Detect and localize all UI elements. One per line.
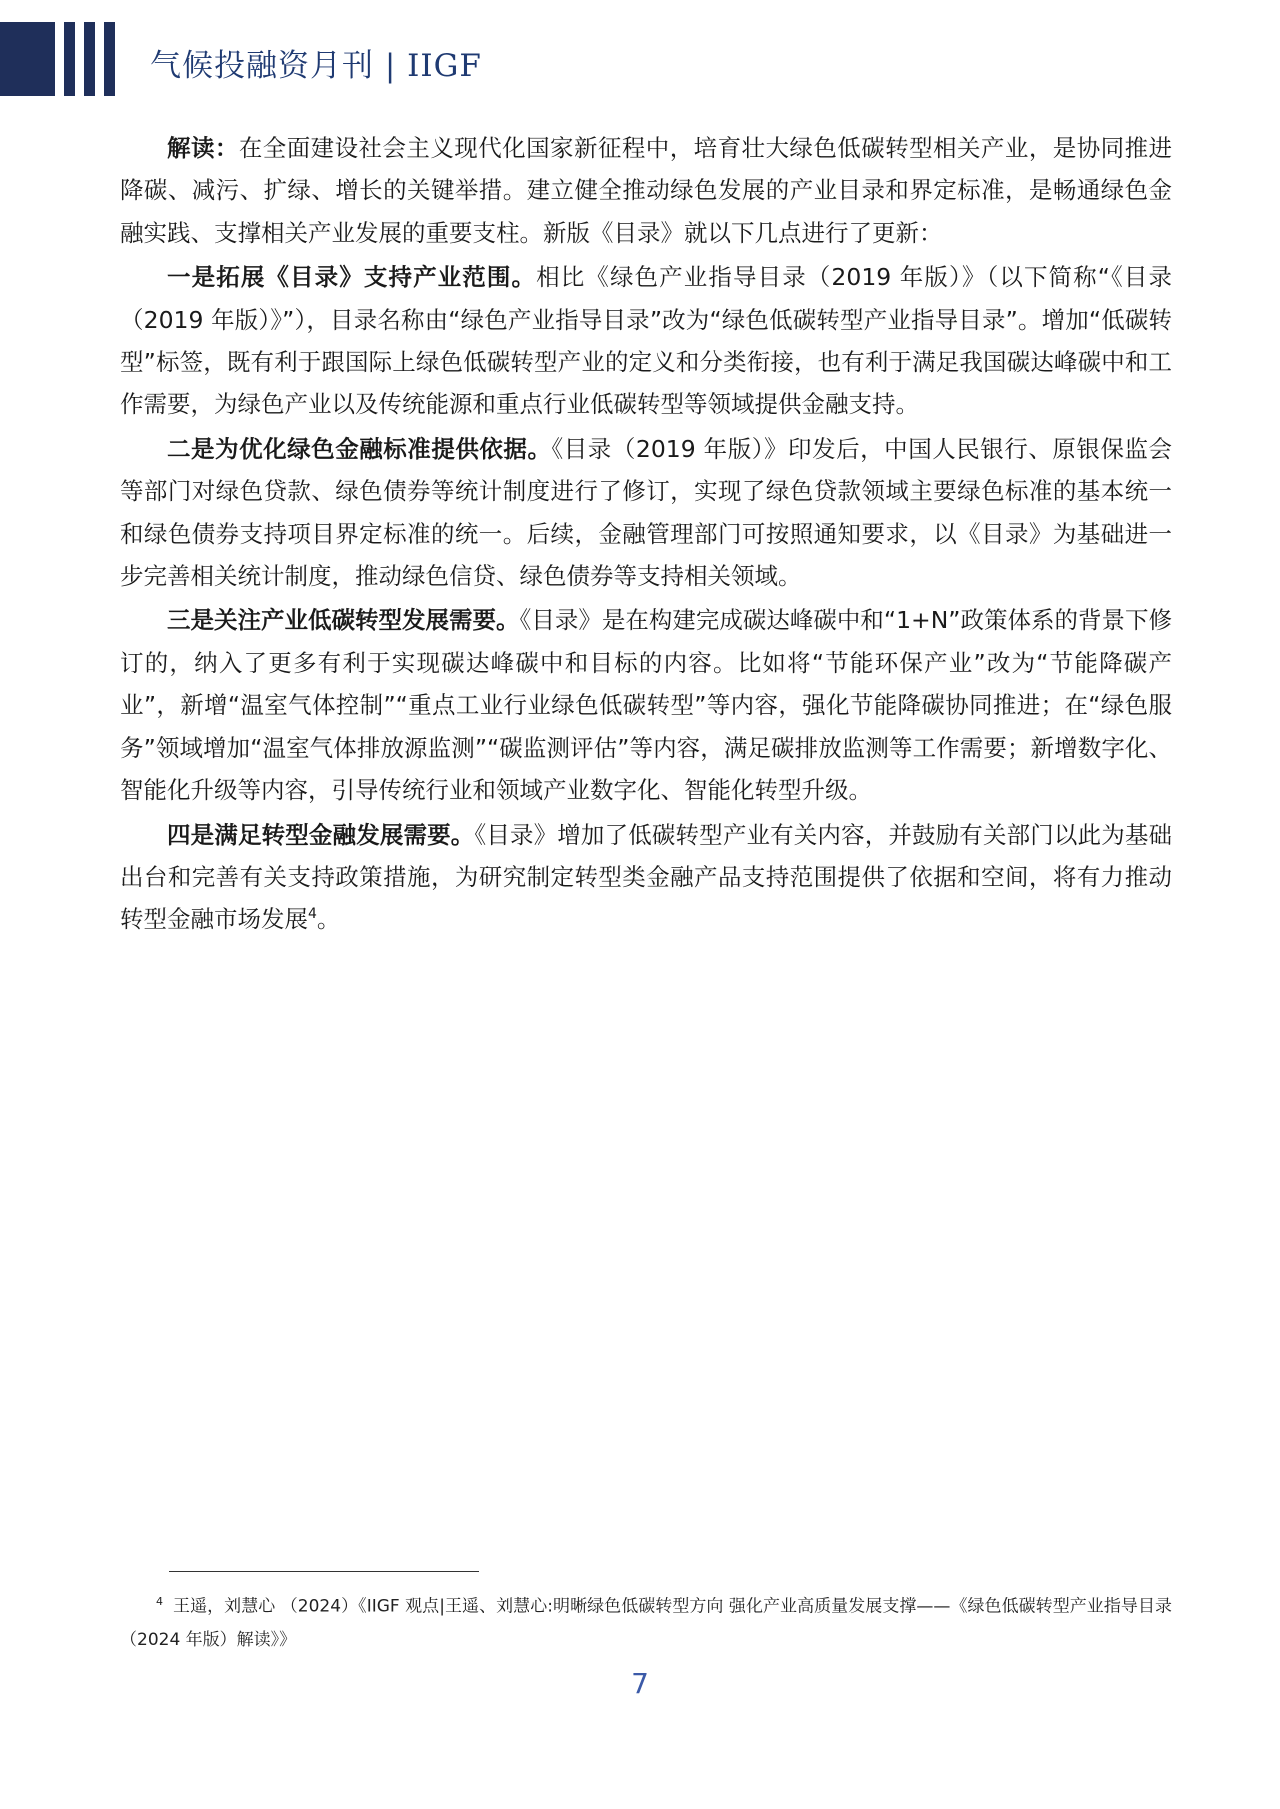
header-decoration-bar [84,22,95,96]
paragraph-lead: 一是拓展《目录》支持产业范围。 [167,263,537,292]
paragraph-point-1 [120,256,1172,426]
paragraph-text: 《目录（2019 年版）》印发后，中国人民银行、原银保监会等部门对绿色贷款、绿色债券等统计制度进行了修订，实现了绿色贷款领域主要绿色标准的基本统一和绿色债券支持项目界定标准的统一。后续，金融管理部门可按照通知要求，以《目录》为基础进一步完善相关统计制度，推动绿色信贷、绿色债券等支持相关领域。 [120,434,1173,591]
paragraph-point-2 [120,428,1172,598]
page-number: 7 [631,1667,649,1700]
paragraph-text: 在全面建设社会主义现代化国家新征程中，培育壮大绿色低碳转型相关产业，是协同推进降碳、减污、扩绿、增长的关键举措。建立健全推动绿色发展的产业目录和界定标准，是畅通绿色金融实践、支撑相关产业发展的重要支柱。新版《目录》就以下几点进行了更新： [120,134,1173,247]
footnote-number: 4 [156,1595,163,1608]
paragraph-text: 《目录》增加了低碳转型产业有关内容，并鼓励有关部门以此为基础出台和完善有关支持政策措施，为研究制定转型类金融产品支持范围提供了依据和空间，将有力推动转型金融市场发展 [120,820,1173,934]
paragraph-text: 相比《绿色产业指导目录（2019 年版）》（以下简称“《目录（2019 年版）》”），目录名称由“绿色产业指导目录”改为“绿色低碳转型产业指导目录”。增加“低碳转型”标签，既有利于跟国际上绿色低碳转型产业的定义和分类衔接，也有利于满足我国碳达峰碳中和工作需要，为绿色产业以及传统能源和重点行业低碳转型等领域提供金融支持。 [120,263,1173,419]
paragraph-lead: 二是为优化绿色金融标准提供依据。 [167,434,552,463]
paragraph-lead: 四是满足转型金融发展需要。 [167,820,475,849]
footnote-separator [169,1571,479,1572]
paragraph-tail: 。 [316,905,341,934]
footnote [120,1585,1172,1657]
paragraph-point-4 [120,814,1172,941]
page-header [0,0,1280,100]
paragraph-point-3 [120,599,1172,811]
header-decoration-bar [64,22,75,96]
paragraph-interpretation [120,127,1172,254]
paragraph-lead: 三是关注产业低碳转型发展需要。 [167,606,520,635]
paragraph-lead: 解读： [167,134,239,162]
footnote-reference[interactable]: 4 [308,906,317,923]
header-decoration-bar [104,22,115,96]
article-body [120,127,1172,943]
paragraph-text: 《目录》是在构建完成碳达峰碳中和“1+N”政策体系的背景下修订的，纳入了更多有利于实现碳达峰碳中和目标的内容。比如将“节能环保产业”改为“节能降碳产业”，新增“温室气体控制”“重点工业行业绿色低碳转型”等内容，强化节能降碳协同推进；在“绿色服务”领域增加“温室气体排放源监测”“碳监测评估”等内容，满足碳排放监测等工作需要；新增数字化、智能化升级等内容，引导传统行业和领域产业数字化、智能化转型升级。 [120,606,1173,805]
footnote-text: 王遥，刘慧心 （2024）《IIGF 观点|王遥、刘慧心:明晰绿色低碳转型方向 强化产业高质量发展支撑——《绿色低碳转型产业指导目录（2024 年版）解读》》 [120,1596,1172,1650]
header-decoration-bar [0,22,55,96]
publication-title: 气候投融资月刊 | IIGF [150,48,482,84]
